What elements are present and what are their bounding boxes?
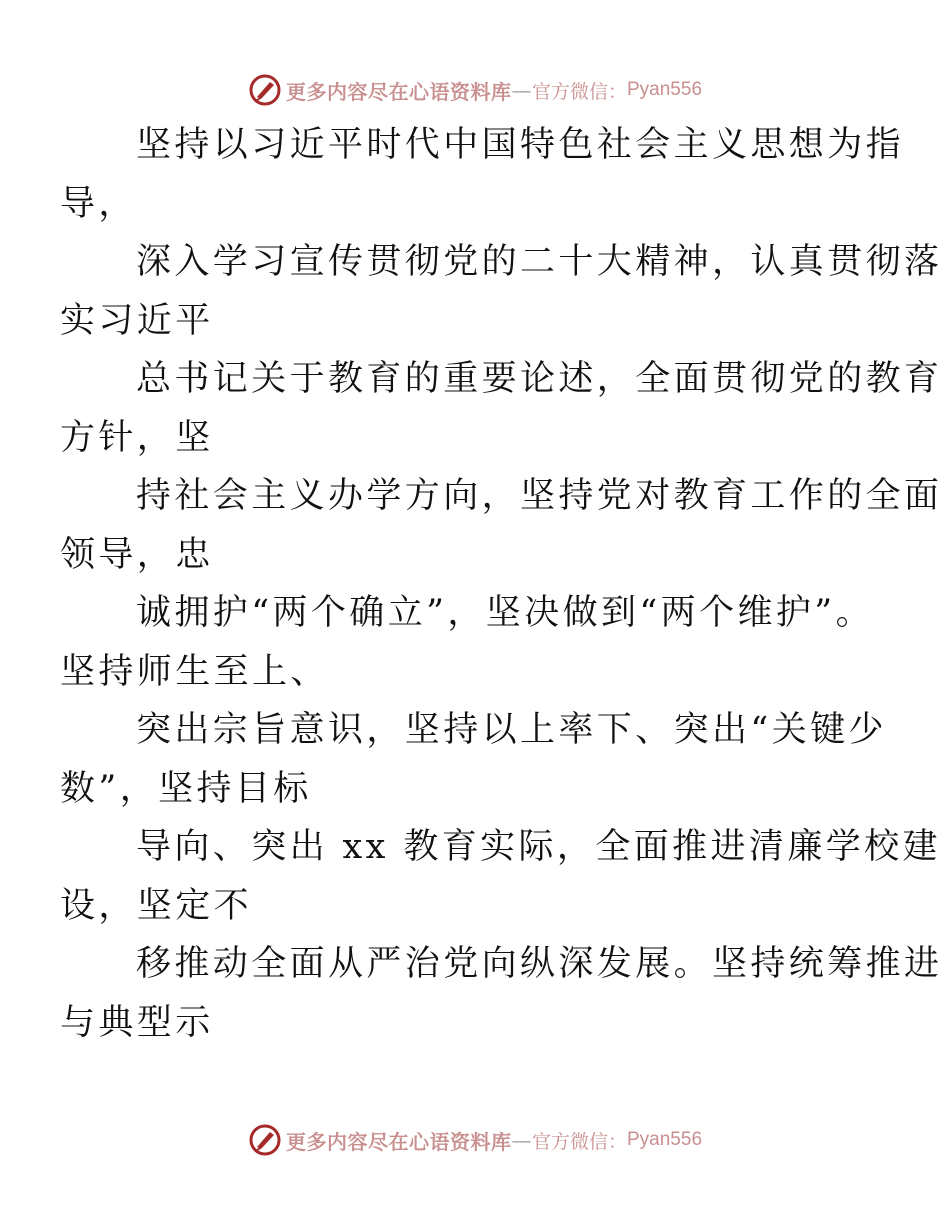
paragraph-3 (60, 350, 943, 467)
paragraph-line: 与典型示 (60, 1002, 214, 1043)
paragraph-line: 移推动全面从严治党向纵深发展。坚持统筹推进 (136, 944, 943, 984)
paragraph-line: 坚持师生至上、 (60, 651, 329, 692)
header-wechat-id: Pyan556 (627, 79, 703, 100)
footer-banner-text: 更多内容尽在心语资料库 (285, 1129, 512, 1154)
header-banner-dash: — (511, 78, 532, 102)
paragraph-line: 方针，坚 (60, 417, 214, 458)
paragraph-line: 坚持以习近平时代中国特色社会主义思想为指 (136, 125, 905, 165)
footer-banner-dash: — (511, 1128, 532, 1152)
paragraph-line: 总书记关于教育的重要论述，全面贯彻党的教育 (136, 359, 943, 399)
paragraph-8 (60, 935, 943, 1052)
paragraph-6 (60, 701, 887, 818)
footer-wechat-label: 官方微信： (531, 1130, 627, 1153)
paragraph-line: 深入学习宣传贯彻党的二十大精神，认真贯彻落 (136, 242, 943, 282)
paragraph-line: 实习近平 (60, 300, 214, 341)
paragraph-4 (60, 467, 943, 584)
brand-logo-icon (248, 1123, 282, 1157)
header-wechat-label: 官方微信： (531, 80, 627, 103)
paragraph-line: 导， (60, 183, 137, 224)
brand-logo-icon (248, 73, 282, 107)
paragraph-line: 突出宗旨意识，坚持以上率下、突出“关键少 (136, 710, 887, 750)
paragraph-line: 诚拥护“两个确立”，坚决做到“两个维护”。 (136, 593, 874, 633)
footer-banner (0, 1120, 950, 1160)
paragraph-line: 数”，坚持目标 (60, 768, 312, 809)
footer-wechat-id: Pyan556 (627, 1129, 703, 1150)
paragraph-line: 领导，忠 (60, 534, 214, 575)
paragraph-line: 设，坚定不 (60, 885, 253, 926)
paragraph-1 (60, 116, 905, 233)
paragraph-line: 持社会主义办学方向，坚持党对教育工作的全面 (136, 476, 943, 516)
paragraph-2 (60, 233, 943, 350)
paragraph-7 (60, 818, 941, 935)
document-body (60, 116, 943, 1052)
header-banner (0, 70, 950, 110)
paragraph-line: 导向、突出 xx 教育实际，全面推进清廉学校建 (136, 827, 941, 867)
header-banner-text: 更多内容尽在心语资料库 (285, 79, 512, 104)
paragraph-5 (60, 584, 874, 701)
